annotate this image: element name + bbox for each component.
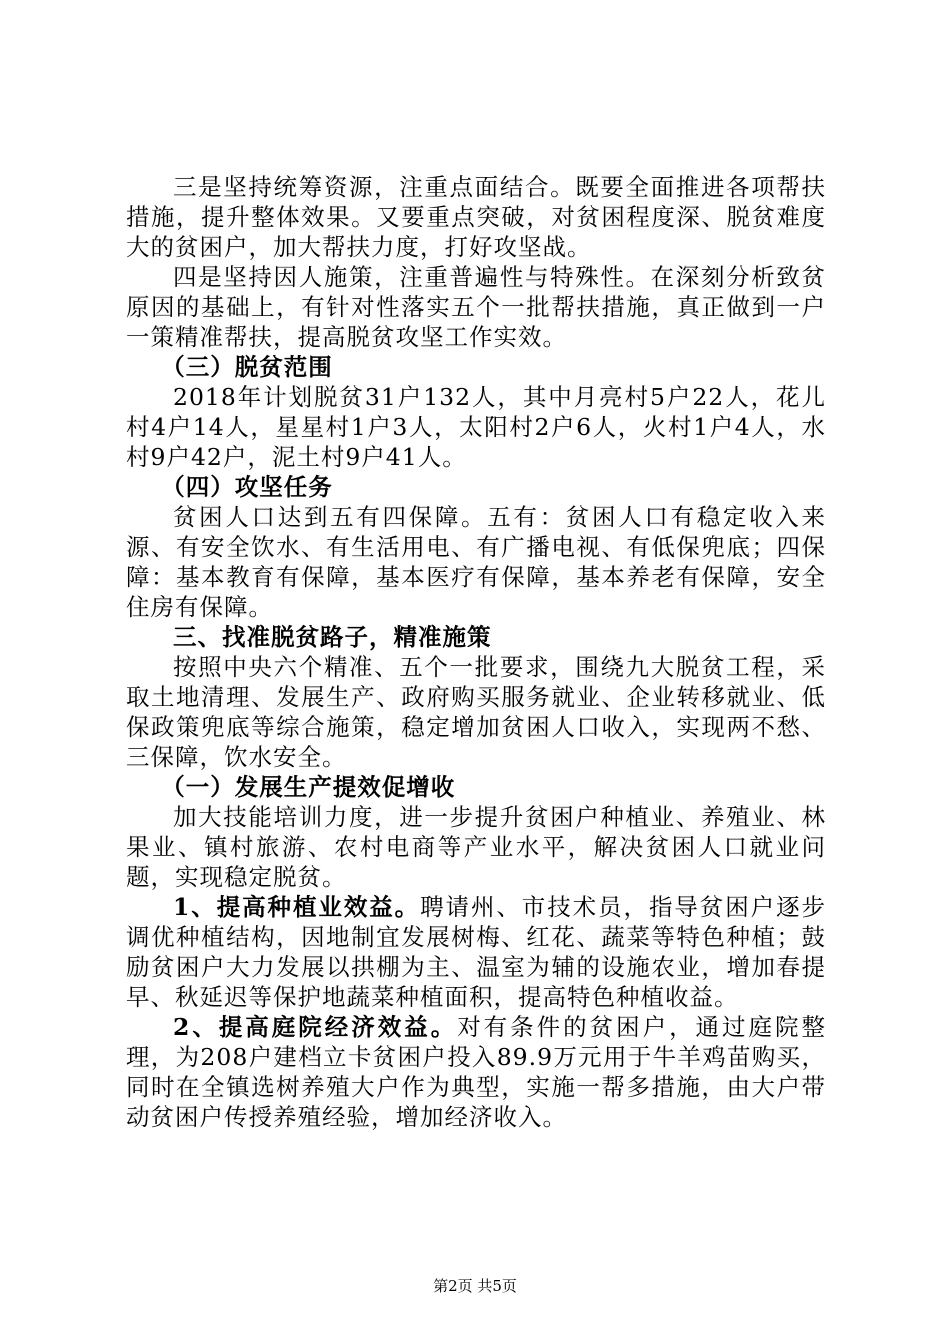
heading-develop-production: （一）发展生产提效促增收 (161, 773, 456, 801)
heading-section-three: 三、找准脱贫路子，精准施策 (173, 623, 492, 651)
heading-tasks: （四）攻坚任务 (161, 473, 333, 501)
paragraph-courtyard (126, 1012, 826, 1132)
paragraph-principle-three: 三是坚持统筹资源，注重点面结合。既要全面推进各项帮扶措施，提升整体效果。又要重点突破，对贫困程度深、脱贫难度大的贫困户，加大帮扶力度，打好攻坚战。 (126, 173, 826, 261)
paragraph-tasks: 贫困人口达到五有四保障。五有：贫困人口有稳定收入来源、有安全饮水、有生活用电、有广播电视、有低保兜底；四保障：基本教育有保障，基本医疗有保障，基本养老有保障，安全住房有保障。 (126, 503, 826, 621)
courtyard-text: 对有条件的贫困户，通过庭院整理，为208户建档立卡贫困户投入89.9万元用于牛羊鸡苗购买，同时在全镇选树养殖大户作为典型，实施一帮多措施，由大户带动贫困户传授养殖经验，增加经济收入。 (126, 1013, 826, 1131)
courtyard-lead: 2、提高庭院经济效益。 (173, 1013, 458, 1041)
paragraph-poverty-scope: 2018年计划脱贫31户132人，其中月亮村5户22人，花儿村4户14人，星星村1户3人，太阳村2户6人，火村1户4人，水村9户42户，泥土村9户41人。 (126, 383, 826, 471)
paragraph-develop-production: 加大技能培训力度，进一步提升贫困户种植业、养殖业、林果业、镇村旅游、农村电商等产业水平，解决贫困人口就业问题，实现稳定脱贫。 (126, 803, 826, 891)
heading-poverty-scope: （三）脱贫范围 (161, 353, 333, 381)
document-body (126, 172, 826, 1132)
paragraph-section-three: 按照中央六个精准、五个一批要求，围绕九大脱贫工程，采取土地清理、发展生产、政府购买服务就业、企业转移就业、低保政策兜底等综合施策，稳定增加贫困人口收入，实现两不愁、三保障，饮水安全。 (126, 653, 826, 771)
page-footer: 第2页 共5页 (433, 1277, 517, 1295)
planting-text: 聘请州、市技术员，指导贫困户逐步调优种植结构，因地制宜发展树梅、红花、蔬菜等特色种植；鼓励贫困户大力发展以拱棚为主、温室为辅的设施农业，增加春提早、秋延迟等保护地蔬菜种植面积，提高特色种植收益。 (126, 893, 826, 1011)
paragraph-principle-four: 四是坚持因人施策，注重普遍性与特殊性。在深刻分析致贫原因的基础上，有针对性落实五个一批帮扶措施，真正做到一户一策精准帮扶，提高脱贫攻坚工作实效。 (126, 263, 826, 351)
paragraph-planting (126, 892, 826, 1012)
planting-lead: 1、提高种植业效益。 (173, 893, 421, 921)
